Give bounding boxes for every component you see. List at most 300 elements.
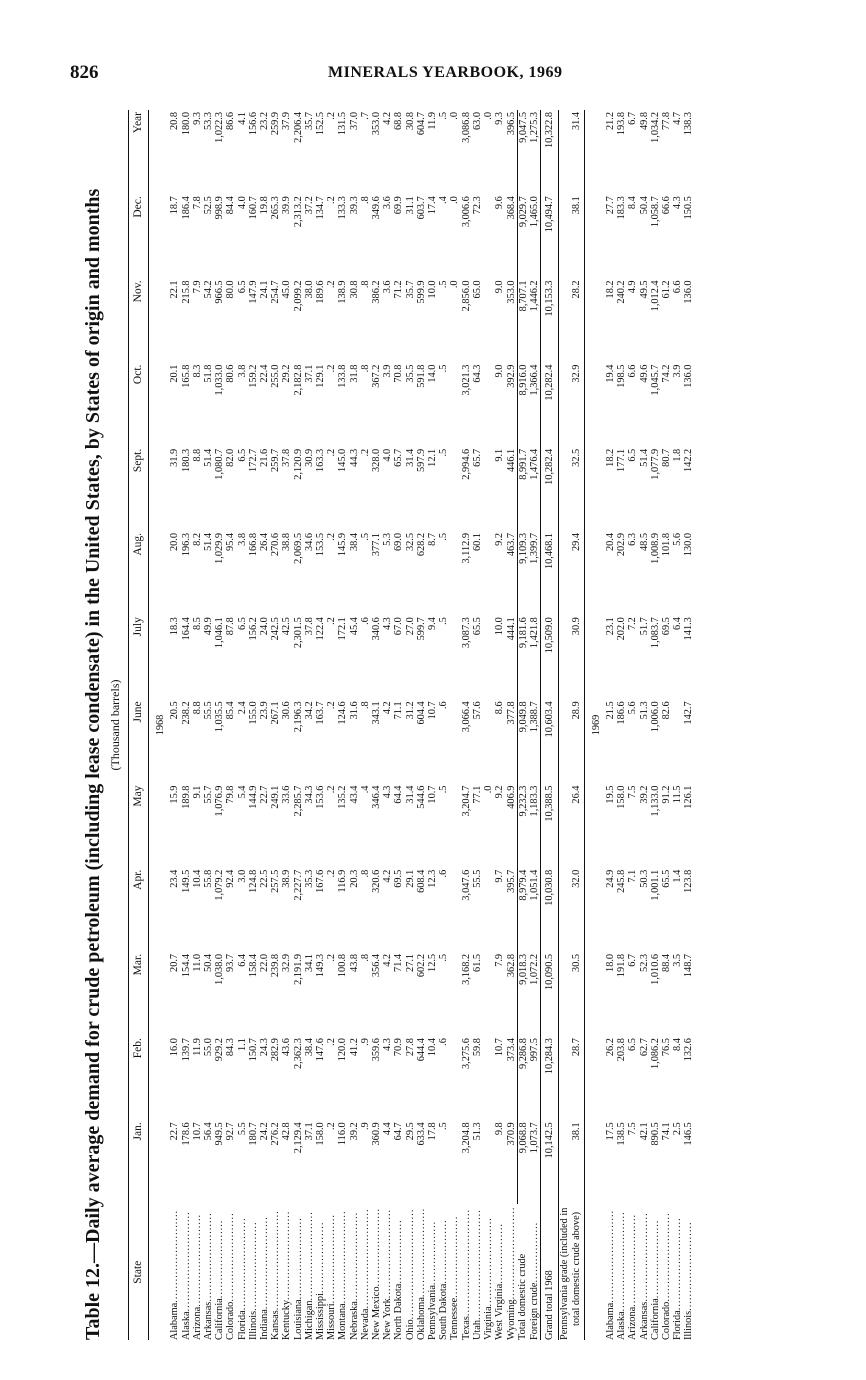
value-cell: 8,979.4 bbox=[517, 868, 529, 952]
table-row bbox=[461, 110, 472, 1340]
value-cell: 38.1 bbox=[570, 196, 582, 215]
value-cell: 20.5 bbox=[169, 701, 181, 720]
value-cell: 240.2 bbox=[616, 280, 628, 304]
value-cell: 32.0 bbox=[570, 869, 582, 888]
value-cell: 42.5 bbox=[281, 617, 293, 636]
value-cell: 966.5 bbox=[214, 280, 226, 304]
table-row bbox=[248, 110, 259, 1340]
table-row bbox=[349, 110, 360, 1340]
value-cell: 37.9 bbox=[281, 112, 293, 131]
value-cell: 84.4 bbox=[225, 196, 237, 215]
value-cell: 145.9 bbox=[337, 532, 349, 557]
value-cell: 1,183.3 bbox=[528, 785, 540, 817]
value-cell: 18.7 bbox=[169, 196, 181, 215]
state-cell: Indiana.......................... bbox=[259, 1216, 271, 1340]
value-cell: 239.8 bbox=[270, 953, 282, 978]
value-cell: .2 bbox=[326, 1038, 338, 1046]
column-header: Nov. bbox=[129, 278, 149, 362]
value-cell: 158.0 bbox=[616, 785, 628, 809]
value-cell: 92.7 bbox=[225, 1122, 237, 1141]
value-cell: 43.8 bbox=[348, 953, 360, 972]
column-header: Mar. bbox=[129, 952, 149, 1036]
value-cell: 66.6 bbox=[660, 196, 672, 215]
value-cell: 38.9 bbox=[281, 869, 293, 888]
value-cell: 1,079.2 bbox=[214, 869, 226, 901]
value-cell: 37.0 bbox=[348, 112, 360, 131]
table-row bbox=[304, 110, 315, 1340]
value-cell: 22.7 bbox=[169, 1122, 181, 1141]
value-cell: 37.8 bbox=[281, 448, 293, 467]
table-row bbox=[506, 110, 518, 1340]
value-cell: 3,006.6 bbox=[460, 196, 472, 228]
value-cell: 10,282.4 bbox=[541, 447, 559, 531]
table-row bbox=[360, 110, 371, 1340]
value-cell: 346.4 bbox=[371, 785, 383, 809]
value-cell: 41.2 bbox=[348, 1038, 360, 1057]
value-cell: 65.7 bbox=[471, 448, 483, 467]
value-cell bbox=[449, 952, 460, 1036]
value-cell: 76.5 bbox=[660, 1038, 672, 1057]
value-cell: 9.0 bbox=[494, 364, 506, 378]
value-cell: 8.5 bbox=[191, 617, 203, 631]
value-cell: 30.5 bbox=[570, 953, 582, 972]
value-cell: 591.8 bbox=[415, 364, 427, 388]
value-cell: 49.6 bbox=[638, 364, 650, 383]
value-cell: 122.4 bbox=[315, 617, 327, 641]
table-row bbox=[483, 110, 494, 1340]
value-cell: 10.0 bbox=[494, 617, 506, 636]
value-cell: 10,030.8 bbox=[541, 868, 559, 952]
value-cell: 608.4 bbox=[415, 869, 427, 893]
value-cell: 79.8 bbox=[225, 785, 237, 804]
value-cell: 88.4 bbox=[660, 953, 672, 972]
value-cell: 2.4 bbox=[236, 701, 248, 715]
value-cell: 10,322.8 bbox=[541, 110, 559, 194]
value-cell: 23.9 bbox=[259, 701, 271, 720]
value-cell: 7.2 bbox=[627, 617, 639, 631]
value-cell: 265.3 bbox=[270, 196, 282, 220]
value-cell: 9.2 bbox=[494, 785, 506, 799]
value-cell: 362.8 bbox=[505, 953, 517, 978]
state-cell: Tennessee....................... bbox=[449, 1215, 461, 1340]
value-cell: .9 bbox=[359, 1122, 371, 1131]
value-cell: 3,047.6 bbox=[460, 869, 472, 901]
value-cell: 21.6 bbox=[259, 448, 271, 467]
value-cell: 1,038.0 bbox=[214, 953, 226, 985]
value-cell: 10,282.4 bbox=[541, 363, 559, 447]
value-cell: 9.8 bbox=[494, 1122, 506, 1136]
value-cell: 38.4 bbox=[348, 532, 360, 552]
value-cell: .2 bbox=[326, 869, 338, 878]
table-row bbox=[393, 110, 404, 1340]
value-cell: 1,073.7 bbox=[528, 1122, 540, 1154]
value-cell: .5 bbox=[359, 532, 371, 541]
value-cell: 3.0 bbox=[236, 869, 248, 883]
value-cell: 7.9 bbox=[494, 953, 506, 967]
state-cell: Colorado......................... bbox=[660, 1212, 672, 1340]
value-cell: 4.0 bbox=[236, 196, 248, 210]
value-cell: 61.5 bbox=[471, 953, 483, 972]
table-row bbox=[270, 110, 281, 1340]
value-cell: 147.6 bbox=[315, 1038, 327, 1062]
state-cell: Kentucky......................... bbox=[281, 1210, 293, 1340]
value-cell: 57.6 bbox=[471, 701, 483, 720]
value-cell: 9,018.3 bbox=[517, 952, 529, 1036]
value-cell: 4.7 bbox=[672, 112, 684, 125]
year-label: 1968 bbox=[155, 714, 167, 736]
value-cell: 51.4 bbox=[203, 448, 215, 467]
state-cell: Florida.......................... bbox=[236, 1217, 248, 1340]
table-row bbox=[683, 110, 694, 1340]
value-cell bbox=[483, 868, 494, 952]
value-cell: .8 bbox=[359, 364, 371, 373]
value-cell: 50.4 bbox=[203, 953, 215, 972]
state-cell: West Virginia................. bbox=[494, 1223, 506, 1340]
table-row bbox=[237, 110, 248, 1340]
value-cell: 24.0 bbox=[259, 617, 271, 636]
value-cell: 6.4 bbox=[672, 617, 684, 631]
value-cell: 10,603.4 bbox=[541, 699, 559, 783]
value-cell: 34.6 bbox=[303, 532, 315, 552]
value-cell: 178.6 bbox=[180, 1122, 192, 1146]
value-cell: 28.2 bbox=[570, 280, 582, 299]
value-cell: 30.8 bbox=[348, 280, 360, 299]
value-cell: 27.1 bbox=[404, 953, 416, 972]
value-cell: 31.4 bbox=[404, 785, 416, 804]
value-cell: .2 bbox=[326, 785, 338, 794]
value-cell: .2 bbox=[326, 532, 338, 541]
value-cell: 367.2 bbox=[371, 364, 383, 388]
value-cell: .8 bbox=[359, 953, 371, 962]
value-cell: 10,468.1 bbox=[541, 531, 559, 615]
value-cell: 8.8 bbox=[191, 448, 203, 462]
value-cell: 135.2 bbox=[337, 785, 349, 809]
value-cell: 10.7 bbox=[191, 1122, 203, 1141]
value-cell: 133.3 bbox=[337, 196, 349, 220]
value-cell: 628.2 bbox=[415, 532, 427, 557]
value-cell: 9,232.3 bbox=[517, 784, 529, 868]
value-cell: 14.0 bbox=[427, 364, 439, 383]
value-cell: 10.0 bbox=[427, 280, 439, 299]
value-cell: 340.6 bbox=[371, 617, 383, 641]
value-cell: 21.5 bbox=[604, 701, 616, 720]
value-cell: 2.5 bbox=[672, 1122, 684, 1136]
value-cell: 51.3 bbox=[638, 701, 650, 720]
value-cell: 259.7 bbox=[270, 448, 282, 472]
table-row bbox=[326, 110, 337, 1340]
column-header: June bbox=[129, 699, 149, 783]
state-cell: Montana.......................... bbox=[337, 1210, 349, 1340]
value-cell: 93.7 bbox=[225, 953, 237, 972]
running-head: MINERALS YEARBOOK, 1969 bbox=[328, 64, 563, 81]
value-cell: 2,069.5 bbox=[292, 532, 304, 564]
value-cell: 20.4 bbox=[604, 532, 616, 552]
value-cell: 42.1 bbox=[638, 1122, 650, 1141]
value-cell: 370.9 bbox=[505, 1122, 517, 1146]
value-cell: 9.7 bbox=[494, 869, 506, 883]
value-cell: 65.7 bbox=[393, 448, 405, 467]
value-cell: 60.1 bbox=[471, 532, 483, 552]
value-cell: 62.7 bbox=[638, 1038, 650, 1057]
value-cell: 890.5 bbox=[649, 1122, 661, 1146]
value-cell: 9.4 bbox=[427, 617, 439, 631]
value-cell: 48.5 bbox=[638, 532, 650, 552]
value-cell: 20.3 bbox=[348, 869, 360, 888]
value-cell: 24.2 bbox=[259, 1122, 271, 1141]
value-cell: 1,010.6 bbox=[649, 953, 661, 985]
value-cell: 37.2 bbox=[303, 196, 315, 215]
state-cell: New Mexico...................... bbox=[371, 1207, 383, 1340]
column-header: July bbox=[129, 615, 149, 699]
value-cell: 50.3 bbox=[638, 869, 650, 888]
value-cell: 2,285.7 bbox=[292, 785, 304, 817]
value-cell: .2 bbox=[326, 701, 338, 710]
value-cell: 1.1 bbox=[236, 1038, 248, 1051]
state-cell: Illinois......................... bbox=[683, 1221, 695, 1340]
value-cell: 603.7 bbox=[415, 196, 427, 220]
value-cell: 70.8 bbox=[393, 364, 405, 383]
value-cell: 6.6 bbox=[672, 280, 684, 294]
value-cell: 599.7 bbox=[415, 617, 427, 641]
table-row bbox=[293, 110, 304, 1340]
value-cell: 134.7 bbox=[315, 196, 327, 220]
value-cell: 602.2 bbox=[415, 953, 427, 978]
value-cell: 202.0 bbox=[616, 617, 628, 641]
value-cell: 2,206.4 bbox=[292, 112, 304, 143]
value-cell bbox=[483, 447, 494, 531]
value-cell: 1,366.4 bbox=[528, 364, 540, 396]
value-cell: 1,476.4 bbox=[528, 448, 540, 480]
value-cell: 4.1 bbox=[236, 112, 248, 125]
value-cell: 4.2 bbox=[382, 869, 394, 883]
value-cell bbox=[449, 868, 460, 952]
value-cell: 29.2 bbox=[281, 364, 293, 383]
value-cell: 373.4 bbox=[505, 1038, 517, 1062]
value-cell: 1,029.9 bbox=[214, 532, 226, 564]
value-cell: 35.7 bbox=[303, 112, 315, 131]
column-header: Dec. bbox=[129, 194, 149, 278]
value-cell: 949.5 bbox=[214, 1122, 226, 1146]
value-cell: 22.7 bbox=[259, 785, 271, 804]
value-cell bbox=[449, 1120, 460, 1204]
value-cell: 599.9 bbox=[415, 280, 427, 304]
value-cell: 45.0 bbox=[281, 280, 293, 299]
value-cell: 71.1 bbox=[393, 701, 405, 720]
value-cell: 10,284.3 bbox=[541, 1036, 559, 1120]
value-cell bbox=[449, 615, 460, 699]
value-cell: 9,109.3 bbox=[517, 531, 529, 615]
value-cell: 10,142.5 bbox=[541, 1120, 559, 1204]
value-cell: 11.9 bbox=[427, 112, 439, 130]
value-cell: 23.2 bbox=[259, 112, 271, 131]
value-cell: 156.2 bbox=[247, 617, 259, 641]
value-cell: 72.3 bbox=[471, 196, 483, 215]
value-cell: 95.4 bbox=[225, 532, 237, 552]
value-cell: 4.3 bbox=[382, 785, 394, 799]
value-cell: 34.3 bbox=[303, 785, 315, 804]
value-cell: 163.7 bbox=[315, 701, 327, 725]
value-cell: 84.3 bbox=[225, 1038, 237, 1057]
value-cell: 37.8 bbox=[303, 617, 315, 636]
value-cell: 282.9 bbox=[270, 1038, 282, 1062]
value-cell: 37.1 bbox=[303, 1122, 315, 1141]
value-cell: 3,168.2 bbox=[460, 953, 472, 985]
value-cell: 165.8 bbox=[180, 364, 192, 388]
table-row bbox=[315, 110, 326, 1340]
value-cell: 320.6 bbox=[371, 869, 383, 893]
value-cell: 24.1 bbox=[259, 280, 271, 299]
value-cell: 31.4 bbox=[570, 112, 582, 131]
value-cell: 85.4 bbox=[225, 701, 237, 720]
value-cell: 38.4 bbox=[303, 1038, 315, 1057]
value-cell: .8 bbox=[359, 701, 371, 710]
value-cell: 392.9 bbox=[505, 364, 517, 388]
value-cell: 20.1 bbox=[169, 364, 181, 383]
value-cell: 69.9 bbox=[393, 196, 405, 215]
value-cell: 2,856.0 bbox=[460, 280, 472, 312]
state-label-line: Pennsylvania grade (included in bbox=[559, 1207, 571, 1340]
value-cell: 6.3 bbox=[627, 532, 639, 546]
value-cell: 2,099.2 bbox=[292, 280, 304, 312]
value-cell: 11.5 bbox=[672, 785, 684, 804]
value-cell: 91.2 bbox=[660, 785, 672, 804]
value-cell: 124.8 bbox=[247, 869, 259, 893]
value-cell: 9.3 bbox=[494, 112, 506, 125]
value-cell: 154.4 bbox=[180, 953, 192, 978]
value-cell: 189.8 bbox=[180, 785, 192, 809]
value-cell: 242.5 bbox=[270, 617, 282, 641]
value-cell bbox=[483, 194, 494, 278]
table-row bbox=[192, 110, 203, 1340]
value-cell: 149.3 bbox=[315, 953, 327, 978]
value-cell: 32.9 bbox=[570, 364, 582, 383]
table-row bbox=[203, 110, 214, 1340]
value-cell: 5.3 bbox=[382, 532, 394, 546]
year-label: 1969 bbox=[590, 714, 602, 736]
value-cell: 16.0 bbox=[169, 1038, 181, 1057]
value-cell: .2 bbox=[326, 280, 338, 289]
state-cell: Arkansas......................... bbox=[203, 1212, 215, 1340]
value-cell: 22.5 bbox=[259, 869, 271, 888]
value-cell: 3,112.9 bbox=[460, 532, 472, 564]
value-cell: 3.6 bbox=[382, 280, 394, 294]
value-cell: 604.7 bbox=[415, 112, 427, 136]
value-cell: .0 bbox=[449, 112, 461, 120]
value-cell: 27.0 bbox=[404, 617, 416, 636]
value-cell: 7.8 bbox=[191, 196, 203, 210]
value-cell: .4 bbox=[359, 785, 371, 794]
value-cell: 17.4 bbox=[427, 196, 439, 215]
value-cell: 386.2 bbox=[371, 280, 383, 304]
value-cell: 9.2 bbox=[494, 532, 506, 546]
value-cell: .5 bbox=[438, 448, 450, 457]
value-cell: .4 bbox=[438, 196, 450, 204]
state-cell: Nebraska......................... bbox=[348, 1211, 360, 1340]
value-cell: 22.4 bbox=[259, 364, 271, 383]
value-cell: 30.8 bbox=[404, 112, 416, 131]
value-cell: 32.9 bbox=[281, 953, 293, 972]
table-row bbox=[672, 110, 683, 1340]
value-cell: 203.8 bbox=[616, 1038, 628, 1062]
state-cell: Michigan......................... bbox=[303, 1211, 315, 1340]
value-cell: 17.8 bbox=[427, 1122, 439, 1141]
value-cell: 18.2 bbox=[604, 448, 616, 467]
value-cell: 39.2 bbox=[348, 1122, 360, 1141]
value-cell: 71.4 bbox=[393, 953, 405, 972]
table-row bbox=[616, 110, 627, 1340]
value-cell: .8 bbox=[359, 869, 371, 878]
value-cell: 249.1 bbox=[270, 785, 282, 809]
value-cell: .5 bbox=[438, 532, 450, 541]
value-cell: 4.3 bbox=[672, 196, 684, 210]
state-cell: Texas.............................. bbox=[460, 1208, 472, 1340]
value-cell: 80.6 bbox=[225, 364, 237, 383]
value-cell: 35.5 bbox=[404, 364, 416, 383]
value-cell: 30.9 bbox=[570, 617, 582, 636]
value-cell: 142.2 bbox=[683, 448, 695, 472]
value-cell: 255.0 bbox=[270, 364, 282, 388]
value-cell: 39.9 bbox=[281, 196, 293, 215]
value-cell: 55.7 bbox=[203, 785, 215, 804]
rotated-table-area bbox=[80, 110, 780, 1340]
value-cell bbox=[483, 952, 494, 1036]
value-cell: 259.9 bbox=[270, 112, 282, 136]
value-cell: 49.9 bbox=[203, 617, 215, 636]
value-cell: 3.6 bbox=[382, 196, 394, 210]
value-cell: 155.0 bbox=[247, 701, 259, 725]
value-cell: .2 bbox=[359, 448, 371, 457]
value-cell: 633.4 bbox=[415, 1122, 427, 1146]
value-cell: 1,072.2 bbox=[528, 953, 540, 985]
value-cell bbox=[483, 363, 494, 447]
value-cell: 67.0 bbox=[393, 617, 405, 636]
value-cell: 3.9 bbox=[382, 364, 394, 378]
value-cell: 4.2 bbox=[382, 953, 394, 967]
value-cell: 51.7 bbox=[638, 617, 650, 636]
value-cell bbox=[449, 784, 460, 868]
value-cell: 82.6 bbox=[660, 701, 672, 720]
value-cell: 359.6 bbox=[371, 1038, 383, 1062]
value-cell: 159.2 bbox=[247, 364, 259, 388]
table-row bbox=[281, 110, 292, 1340]
value-cell: 34.1 bbox=[303, 953, 315, 972]
value-cell: .7 bbox=[359, 112, 371, 120]
table-row bbox=[169, 110, 180, 1340]
value-cell: 130.0 bbox=[683, 532, 695, 557]
value-cell: 126.1 bbox=[683, 785, 695, 809]
value-cell: 120.0 bbox=[337, 1038, 349, 1062]
column-header: Jan. bbox=[129, 1120, 149, 1204]
value-cell: .2 bbox=[326, 1122, 338, 1131]
value-cell: 101.8 bbox=[660, 532, 672, 557]
value-cell: 17.5 bbox=[604, 1122, 616, 1141]
table-row bbox=[225, 110, 236, 1340]
value-cell: 18.0 bbox=[604, 953, 616, 972]
state-cell: Grand total 1968 bbox=[541, 1204, 559, 1340]
table-row bbox=[472, 110, 483, 1340]
value-cell: 191.8 bbox=[616, 953, 628, 978]
value-cell: 24.9 bbox=[604, 869, 616, 888]
value-cell: 10,494.7 bbox=[541, 194, 559, 278]
table-row bbox=[605, 110, 616, 1340]
value-cell: 26.2 bbox=[604, 1038, 616, 1057]
value-cell: 2,182.8 bbox=[292, 364, 304, 396]
value-cell: 10.4 bbox=[427, 1038, 439, 1057]
value-cell: 64.4 bbox=[393, 785, 405, 804]
value-cell: 3.8 bbox=[236, 532, 248, 546]
value-cell: 35.7 bbox=[404, 280, 416, 299]
state-cell: Colorado......................... bbox=[225, 1212, 237, 1340]
